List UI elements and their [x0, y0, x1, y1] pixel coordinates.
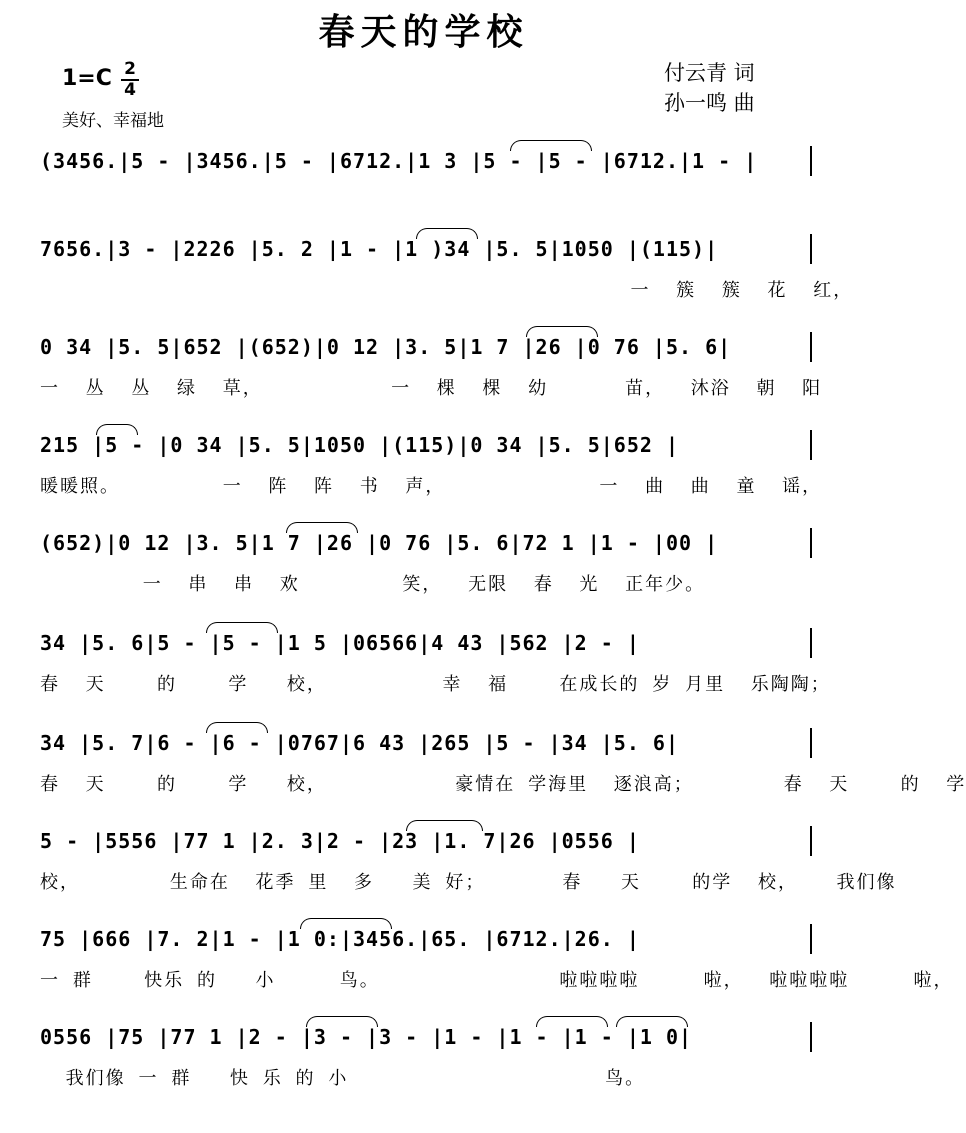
- lyricist-credit: 付云青 词: [664, 61, 755, 85]
- notation-text: 7656.|3 - |2226 |5. 2 |1 - |1 )34 |5. 5|1050 |(115)|: [40, 237, 719, 261]
- barline: [810, 728, 812, 758]
- lyric-line: 我们像 一 群 快 乐 的 小 鸟。: [40, 1068, 646, 1089]
- score-system: [36, 918, 954, 1008]
- barline: [810, 1022, 812, 1052]
- tie-mark: [300, 918, 392, 929]
- tie-mark: [286, 522, 358, 533]
- tie-mark: [96, 424, 138, 435]
- notation-text: 215 |5 - |0 34 |5. 5|1050 |(115)|0 34 |5. 5|652 |: [40, 433, 680, 457]
- page-title: 春天的学校: [318, 12, 529, 53]
- tie-mark: [536, 1016, 608, 1027]
- score-system: [36, 228, 854, 318]
- score-system: [36, 820, 897, 910]
- lyric-line: 一 簇 簇 花 红，: [40, 280, 854, 301]
- tempo-marking: 美好、幸福地: [62, 111, 164, 131]
- notation-text: 34 |5. 7|6 - |6 - |0767|6 43 |265 |5 - |34 |5. 6|: [40, 731, 680, 755]
- notation-text: 75 |666 |7. 2|1 - |1 0:|3456.|65. |6712.|26. |: [40, 927, 640, 951]
- tie-mark: [306, 1016, 378, 1027]
- barline: [810, 146, 812, 176]
- composer-credit: 孙一鸣 曲: [664, 91, 755, 115]
- notation-text: 5 - |5556 |77 1 |2. 3|2 - |23 |1. 7|26 |0556 |: [40, 829, 640, 853]
- tie-mark: [206, 622, 278, 633]
- tie-mark: [510, 140, 592, 151]
- time-signature-bottom: 4: [121, 79, 139, 100]
- score-system: [36, 722, 966, 812]
- lyric-line: 校， 生命在 花季 里 多 美 好； 春 天 的学 校， 我们像: [40, 872, 897, 893]
- lyric-line: 暖暖照。 一 阵 阵 书 声， 一 曲 曲 童 谣，: [40, 476, 823, 497]
- score-system: [36, 424, 823, 514]
- lyric-line: 春 天 的 学 校， 豪情在 学海里 逐浪高； 春 天 的 学: [40, 774, 966, 795]
- score-system: [36, 140, 812, 230]
- lyric-line: 一 群 快乐 的 小 鸟。 啦啦啦啦 啦， 啦啦啦啦 啦，: [40, 970, 954, 991]
- notation-text: 34 |5. 6|5 - |5 - |1 5 |06566|4 43 |562 |2 - |: [40, 631, 640, 655]
- notation-line: [36, 1016, 812, 1056]
- score-system: [36, 622, 831, 712]
- notation-line: [36, 326, 812, 366]
- barline: [810, 826, 812, 856]
- tie-mark: [526, 326, 598, 337]
- notation-line: [36, 522, 812, 562]
- notation-text: (3456.|5 - |3456.|5 - |6712.|1 3 |5 - |5 - |6712.|1 - |: [40, 149, 758, 173]
- barline: [810, 528, 812, 558]
- notation-line: [36, 722, 812, 762]
- tie-mark: [406, 820, 483, 831]
- tie-mark: [616, 1016, 688, 1027]
- barline: [810, 628, 812, 658]
- lyric-line: 一 串 串 欢 笑， 无限 春 光 正年少。: [40, 574, 706, 595]
- notation-text: (652)|0 12 |3. 5|1 7 |26 |0 76 |5. 6|72 1 |1 - |00 |: [40, 531, 719, 555]
- time-signature-top: 2: [124, 59, 136, 79]
- tie-mark: [206, 722, 268, 733]
- score-system: [36, 1016, 812, 1106]
- barline: [810, 332, 812, 362]
- notation-line: [36, 140, 812, 180]
- lyric-line: 一 丛 丛 绿 草， 一 棵 棵 幼 苗， 沐浴 朝 阳: [40, 378, 823, 399]
- lyric-line: 春 天 的 学 校， 幸 福 在成长的 岁 月里 乐陶陶；: [40, 674, 831, 695]
- score-system: [36, 326, 823, 416]
- notation-line: [36, 622, 812, 662]
- key-signature: 1=C: [62, 66, 112, 91]
- notation-text: 0 34 |5. 5|652 |(652)|0 12 |3. 5|1 7 |26 |0 76 |5. 6|: [40, 335, 732, 359]
- tie-mark: [416, 228, 478, 239]
- barline: [810, 924, 812, 954]
- notation-line: [36, 918, 812, 958]
- barline: [810, 234, 812, 264]
- barline: [810, 430, 812, 460]
- notation-text: 0556 |75 |77 1 |2 - |3 - |3 - |1 - |1 - |1 - |1 0|: [40, 1025, 693, 1049]
- score-system: [36, 522, 812, 612]
- notation-line: [36, 424, 812, 464]
